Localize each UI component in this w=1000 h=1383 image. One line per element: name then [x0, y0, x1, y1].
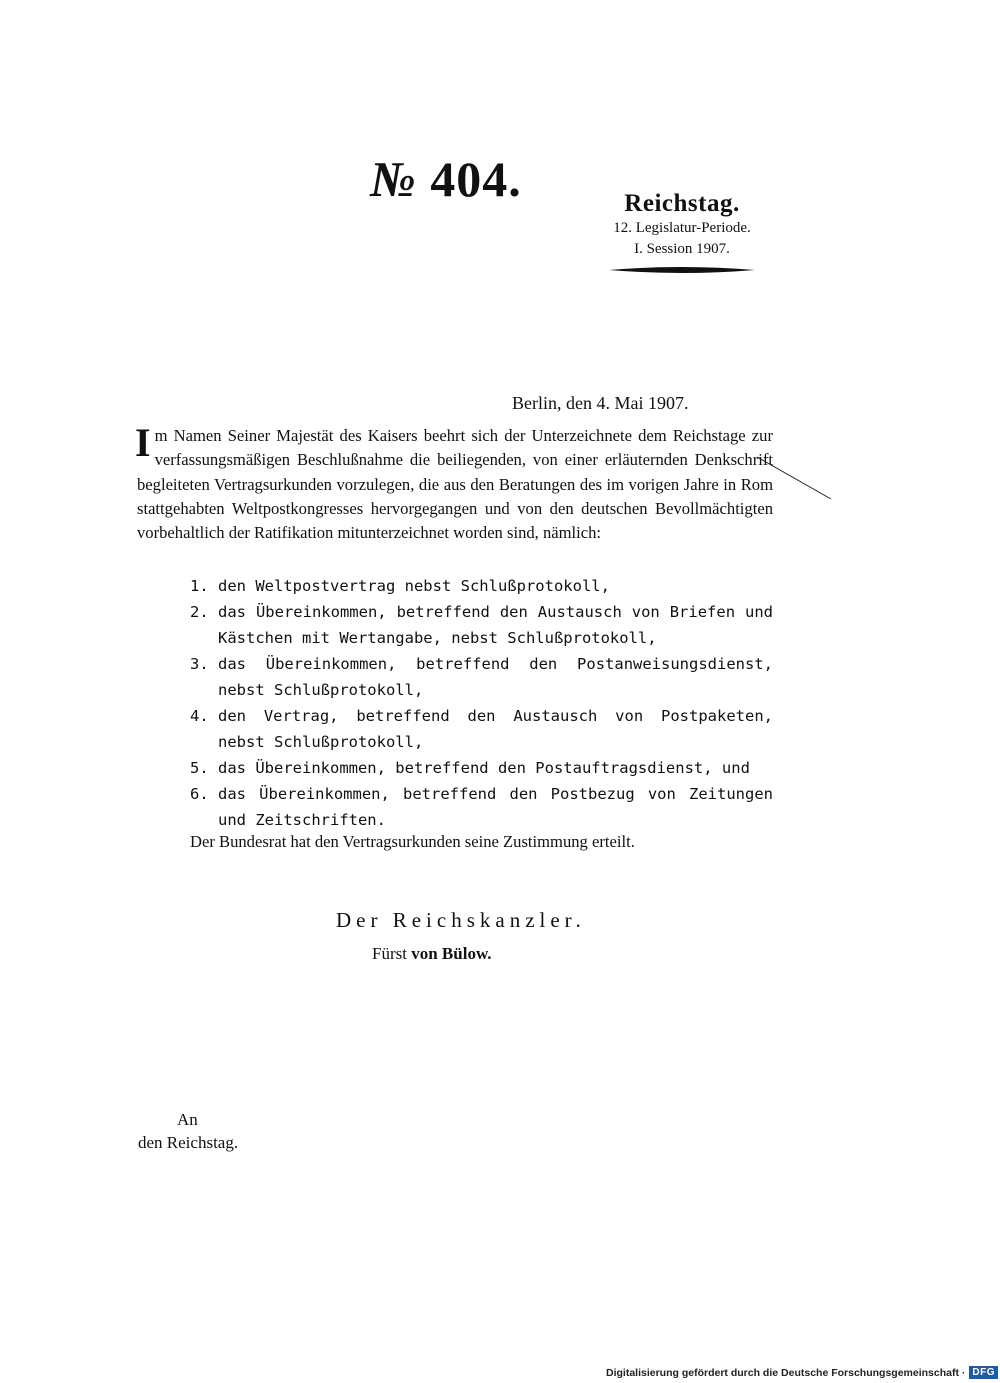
number-prefix: № — [370, 151, 417, 207]
list-item — [190, 599, 773, 651]
reichstag-title: Reichstag. — [624, 190, 740, 217]
address-line-2: den Reichstag. — [138, 1133, 239, 1152]
list-item-text: den Weltpostvertrag nebst Schlußprotokoll, — [218, 577, 610, 595]
signature-title: Der Reichskanzler. — [336, 908, 586, 932]
list-item-text: das Übereinkommen, betreffend den Postauftragsdienst, und — [218, 759, 750, 777]
list-item — [190, 703, 773, 755]
document-number — [370, 150, 522, 208]
date-line: Berlin, den 4. Mai 1907. — [512, 393, 689, 413]
list-item-text: den Vertrag, betreffend den Austausch von Postpaketen, nebst Schlußprotokoll, — [218, 707, 773, 751]
number-value: 404. — [430, 151, 522, 207]
digitization-footer — [606, 1366, 998, 1379]
letter-intro: m Namen Seiner Majestät des Kaisers beehrt sich der Unterzeichnete dem Reichstage zur verfassungsmäßigen Beschlußnahme die beiliegenden, von einer erläuternden Denkschrift begleiteten Vertragsurkunden vorzulegen, die aus den Beratungen des im vorigen Jahre in Rom stattgehabten Weltpostkongresses hervorgegangen und von den deutschen Bevollmächtigten vorbehaltlich der Ratifikation mitunterzeichnet worden sind, nämlich: — [137, 426, 773, 543]
dfg-logo-icon: DFG — [969, 1366, 998, 1379]
address-line-1: An — [177, 1110, 198, 1129]
list-item-number: 2. — [190, 603, 209, 621]
list-item — [190, 755, 773, 781]
list-item — [190, 781, 773, 833]
list-item-number: 5. — [190, 759, 209, 777]
letter-body — [135, 420, 773, 545]
consent-line: Der Bundesrat hat den Vertragsurkunden seine Zustimmung erteilt. — [190, 832, 635, 851]
signature-rank: Fürst — [372, 944, 407, 963]
list-item-number: 4. — [190, 707, 209, 725]
footer-text: Digitalisierung gefördert durch die Deutsche Forschungsgemeinschaft · — [606, 1366, 966, 1379]
list-item-text: das Übereinkommen, betreffend den Postbezug von Zeitungen und Zeitschriften. — [218, 785, 773, 829]
list-item — [190, 573, 773, 599]
list-item — [190, 651, 773, 703]
list-item-number: 3. — [190, 655, 209, 673]
list-item-number: 6. — [190, 785, 209, 803]
list-item-text: das Übereinkommen, betreffend den Austausch von Briefen und Kästchen mit Wertangabe, nebst Schlußprotokoll, — [218, 603, 773, 647]
treaty-list — [190, 573, 773, 833]
reichstag-header — [598, 190, 766, 276]
list-item-text: das Übereinkommen, betreffend den Postanweisungsdienst, nebst Schlußprotokoll, — [218, 655, 773, 699]
drop-cap: I — [135, 420, 151, 465]
signature-name — [372, 944, 492, 964]
ornamental-rule-icon — [607, 264, 757, 276]
pen-stroke-mark — [755, 455, 835, 505]
signature-surname: von Bülow. — [411, 944, 492, 963]
legislature-period: 12. Legislatur-Periode. — [613, 220, 751, 236]
session-line: I. Session 1907. — [634, 241, 730, 257]
list-item-number: 1. — [190, 577, 209, 595]
